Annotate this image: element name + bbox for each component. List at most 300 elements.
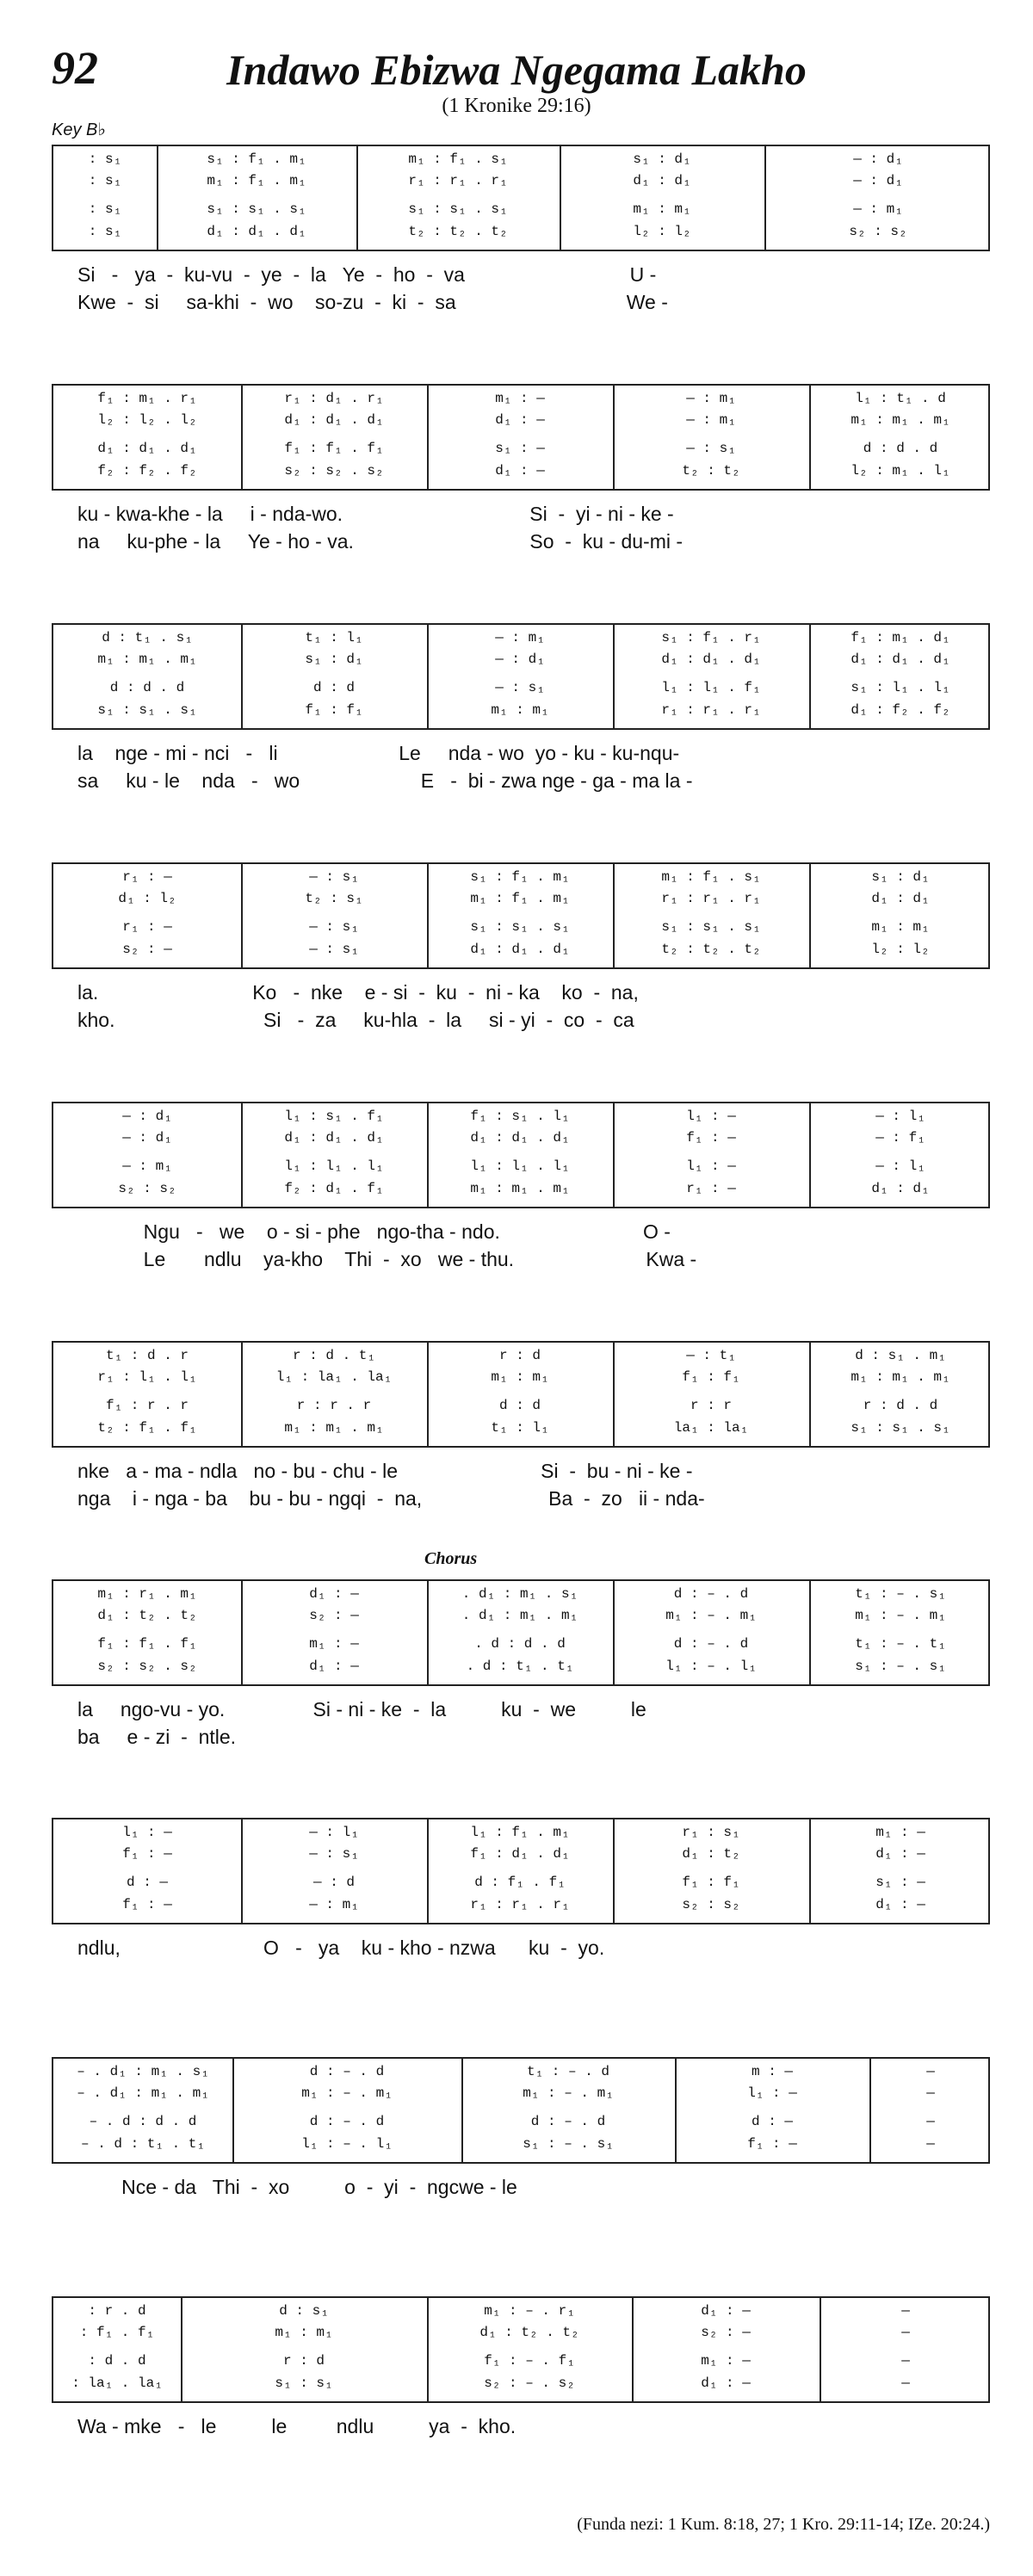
measure	[53, 864, 241, 967]
solfa-staff	[52, 145, 990, 251]
voice-line-tenor: m₁ : m₁	[871, 919, 930, 935]
measure	[809, 864, 992, 967]
lyric-line-2: na ku-phe - la Ye - ho - va. So - ku - du-mi -	[77, 530, 684, 553]
lyric-line-2: ba e - zi - ntle.	[77, 1726, 237, 1748]
voice-line-bass: s₁ : – . s₁	[523, 2136, 614, 2152]
lyric-line-1: Si - ya - ku-vu - ye - la Ye - ho - va U -	[77, 263, 657, 286]
lyric-line-1: ndlu, O - ya ku - kho - nzwa ku - yo.	[77, 1937, 605, 1959]
measure	[157, 146, 356, 250]
measure	[809, 1343, 992, 1446]
voice-line-soprano: d : – . d	[309, 2064, 385, 2079]
lyric-line-1: Ngu - we o - si - phe ngo-tha - ndo. O -	[77, 1220, 671, 1243]
voice-line-soprano: s₁ : f₁ . m₁	[207, 151, 306, 167]
voice-line-tenor: — : l₁	[875, 1158, 925, 1174]
voice-line-bass: l₁ : – . l₁	[301, 2136, 393, 2152]
voice-line-tenor: f₁ : f₁	[682, 1875, 740, 1890]
voice-line-alto: . d₁ : m₁ . m₁	[461, 1608, 578, 1623]
measure	[427, 1343, 613, 1446]
voice-line-soprano: f₁ : m₁ . r₁	[97, 391, 197, 406]
voice-line-tenor: d : – . d	[309, 2114, 385, 2129]
voice-line-bass: s₁ : s₁	[275, 2375, 333, 2391]
voice-line-bass: m₁ : m₁ . m₁	[470, 1181, 570, 1196]
voice-line-tenor: l₁ : —	[686, 1158, 736, 1174]
measure	[53, 1581, 241, 1684]
voice-line-tenor: r : r	[690, 1398, 732, 1413]
voice-line-tenor: d : d . d	[863, 441, 938, 456]
voice-line-bass: f₂ : d₁ . f₁	[284, 1181, 384, 1196]
lyric-line-1: la nge - mi - nci - li Le nda - wo yo - ku - ku-nqu-	[77, 742, 680, 764]
voice-line-tenor: : s₁	[88, 201, 122, 217]
measure	[241, 1343, 427, 1446]
voice-line-tenor: d : —	[751, 2114, 793, 2129]
voice-line-bass: d₁ : d₁ . d₁	[207, 224, 306, 239]
voice-line-soprano: s₁ : d₁	[871, 869, 930, 885]
voice-line-soprano: — : m₁	[686, 391, 736, 406]
measure	[461, 2059, 675, 2162]
solfa-staff	[52, 1341, 990, 1448]
voice-line-alto: : f₁ . f₁	[79, 2325, 155, 2340]
voice-line-bass: t₂ : f₁ . f₁	[97, 1420, 197, 1436]
voice-line-tenor: f₁ : f₁ . f₁	[284, 441, 384, 456]
lyrics	[52, 730, 990, 800]
voice-line-bass: s₂ : s₂ . s₂	[97, 1659, 197, 1674]
voice-line-soprano: d₁ : —	[309, 1586, 359, 1602]
voice-line-tenor: s₁ : s₁ . s₁	[661, 919, 761, 935]
voice-line-tenor: m₁ : —	[309, 1636, 359, 1652]
key-signature: Key B♭	[52, 120, 106, 139]
measure	[356, 146, 560, 250]
measure	[560, 146, 764, 250]
voice-line-alto: d₁ : d₁ . d₁	[284, 412, 384, 428]
voice-line-soprano: r₁ : d₁ . r₁	[284, 391, 384, 406]
voice-line-bass: t₂ : t₂ . t₂	[408, 224, 508, 239]
voice-line-bass: t₂ : t₂	[682, 463, 740, 479]
measure	[427, 2298, 632, 2401]
voice-line-bass: l₂ : l₂	[633, 224, 691, 239]
system-1	[52, 145, 990, 322]
voice-line-alto: — : m₁	[686, 412, 736, 428]
voice-line-bass: m₁ : m₁ . m₁	[284, 1420, 384, 1436]
voice-line-alto: d₁ : d₁ . d₁	[851, 652, 950, 667]
voice-line-soprano: m₁ : —	[495, 391, 545, 406]
system-3	[52, 623, 990, 800]
measure	[53, 1343, 241, 1446]
system-8	[52, 1818, 990, 1995]
voice-line-tenor: t₁ : – . t₁	[855, 1636, 946, 1652]
voice-line-soprano: l₁ : s₁ . f₁	[284, 1109, 384, 1124]
voice-line-bass: s₂ : —	[122, 942, 172, 957]
voice-line-soprano: — : d₁	[853, 151, 903, 167]
voice-line-bass: f₂ : f₂ . f₂	[97, 463, 197, 479]
voice-line-alto: d₁ : d₁	[871, 891, 930, 906]
voice-line-tenor: r : d	[282, 2353, 325, 2369]
measure	[232, 2059, 461, 2162]
voice-line-bass: s₂ : s₂	[118, 1181, 176, 1196]
voice-line-tenor: d : f₁ . f₁	[474, 1875, 566, 1890]
lyric-line-2: kho. Si - za ku-hla - la si - yi - co - ca	[77, 1009, 634, 1031]
lyric-line-1: la. Ko - nke e - si - ku - ni - ka ko - na,	[77, 981, 639, 1004]
voice-line-soprano: m₁ : r₁ . m₁	[97, 1586, 197, 1602]
voice-line-bass: – . d : t₁ . t₁	[80, 2136, 206, 2152]
voice-line-bass: — : s₁	[309, 942, 359, 957]
voice-line-bass: d₁ : f₂ . f₂	[851, 702, 950, 718]
voice-line-alto: d₁ : t₂ . t₂	[97, 1608, 197, 1623]
voice-line-soprano: . d₁ : m₁ . s₁	[461, 1586, 578, 1602]
voice-line-bass: f₁ : —	[122, 1897, 172, 1912]
voice-line-bass: : la₁ . la₁	[71, 2375, 163, 2391]
voice-line-tenor: — : s₁	[686, 441, 736, 456]
lyrics	[52, 2403, 990, 2474]
voice-line-tenor: d : —	[126, 1875, 168, 1890]
measure	[613, 1581, 809, 1684]
voice-line-soprano: r : d	[498, 1348, 541, 1363]
voice-line-tenor: d : – . d	[530, 2114, 606, 2129]
system-9	[52, 2057, 990, 2234]
voice-line-alto: – . d₁ : m₁ . m₁	[77, 2085, 209, 2101]
lyric-line-2: sa ku - le nda - wo E - bi - zwa nge - ga - ma la -	[77, 769, 693, 792]
voice-line-tenor: r : r . r	[296, 1398, 372, 1413]
voice-line-alto: r₁ : l₁ . l₁	[97, 1369, 197, 1385]
voice-line-alto: —	[901, 2325, 910, 2340]
measure	[613, 386, 809, 489]
voice-line-alto: m₁ : m₁	[491, 1369, 549, 1385]
voice-line-soprano: l₁ : —	[686, 1109, 736, 1124]
voice-line-tenor: – . d : d . d	[89, 2114, 197, 2129]
voice-line-alto: — : d₁	[853, 173, 903, 188]
measure	[613, 1819, 809, 1923]
measure	[53, 146, 157, 250]
voice-line-alto: f₁ : d₁ . d₁	[470, 1846, 570, 1862]
chorus-label: Chorus	[424, 1549, 478, 1568]
system-10	[52, 2296, 990, 2474]
lyric-line-1: Wa - mke - le le ndlu ya - kho.	[77, 2415, 516, 2437]
voice-line-alto: r₁ : r₁ . r₁	[408, 173, 508, 188]
voice-line-tenor: f₁ : f₁ . f₁	[97, 1636, 197, 1652]
system-5	[52, 1102, 990, 1279]
voice-line-bass: s₂ : – . s₂	[484, 2375, 575, 2391]
measure	[53, 2059, 232, 2162]
voice-line-soprano: m : —	[751, 2064, 793, 2079]
voice-line-alto: — : d₁	[495, 652, 545, 667]
voice-line-soprano: t₁ : – . s₁	[855, 1586, 946, 1602]
voice-line-alto: : s₁	[88, 173, 122, 188]
voice-line-tenor: f₁ : – . f₁	[484, 2353, 575, 2369]
voice-line-bass: . d : t₁ . t₁	[466, 1659, 574, 1674]
voice-line-alto: d₁ : l₂	[118, 891, 176, 906]
measure	[613, 864, 809, 967]
voice-line-tenor: — : d	[312, 1875, 355, 1890]
measure	[241, 1581, 427, 1684]
voice-line-tenor: m₁ : m₁	[633, 201, 691, 217]
voice-line-alto: m₁ : f₁ . m₁	[470, 891, 570, 906]
voice-line-bass: d₁ : —	[875, 1897, 925, 1912]
lyrics	[52, 1208, 990, 1279]
system-4	[52, 862, 990, 1040]
voice-line-tenor: : d . d	[88, 2353, 146, 2369]
voice-line-alto: f₁ : —	[122, 1846, 172, 1862]
voice-line-soprano: m₁ : f₁ . s₁	[661, 869, 761, 885]
solfa-staff	[52, 1579, 990, 1686]
voice-line-soprano: m₁ : —	[875, 1825, 925, 1840]
measure	[427, 864, 613, 967]
voice-line-soprano: : r . d	[88, 2303, 146, 2319]
voice-line-soprano: t₁ : – . d	[526, 2064, 609, 2079]
voice-line-tenor: d : d	[312, 680, 355, 695]
measure	[613, 1103, 809, 1207]
measure	[632, 2298, 820, 2401]
voice-line-soprano: r₁ : s₁	[682, 1825, 740, 1840]
voice-line-alto: f₁ : f₁	[682, 1369, 740, 1385]
voice-line-alto: l₁ : la₁ . la₁	[275, 1369, 393, 1385]
voice-line-alto: d₁ : d₁	[633, 173, 691, 188]
voice-line-soprano: r₁ : —	[122, 869, 172, 885]
voice-line-soprano: — : s₁	[309, 869, 359, 885]
voice-line-soprano: — : l₁	[309, 1825, 359, 1840]
voice-line-soprano: s₁ : f₁ . r₁	[661, 630, 761, 646]
measure	[613, 625, 809, 728]
voice-line-tenor: r₁ : —	[122, 919, 172, 935]
voice-line-soprano: — : t₁	[686, 1348, 736, 1363]
voice-line-alto: d₁ : d₁ . d₁	[284, 1130, 384, 1146]
voice-line-bass: l₂ : l₂	[871, 942, 930, 957]
voice-line-bass: d₁ : —	[495, 463, 545, 479]
voice-line-soprano: l₁ : —	[122, 1825, 172, 1840]
lyrics	[52, 1686, 990, 1757]
voice-line-alto: d₁ : t₂ . t₂	[479, 2325, 579, 2340]
voice-line-soprano: : s₁	[88, 151, 122, 167]
voice-line-soprano: d₁ : —	[701, 2303, 751, 2319]
voice-line-soprano: — : m₁	[495, 630, 545, 646]
voice-line-alto: s₂ : —	[701, 2325, 751, 2340]
measure	[809, 1819, 992, 1923]
voice-line-alto: — : d₁	[122, 1130, 172, 1146]
voice-line-bass: — : m₁	[309, 1897, 359, 1912]
measure	[427, 1103, 613, 1207]
measure	[809, 1581, 992, 1684]
measure	[809, 386, 992, 489]
voice-line-alto: r₁ : r₁ . r₁	[661, 891, 761, 906]
voice-line-tenor: s₁ : —	[875, 1875, 925, 1890]
voice-line-tenor: — : m₁	[122, 1158, 172, 1174]
voice-line-bass: d₁ : —	[701, 2375, 751, 2391]
voice-line-soprano: f₁ : s₁ . l₁	[470, 1109, 570, 1124]
voice-line-soprano: f₁ : m₁ . d₁	[851, 630, 950, 646]
voice-line-soprano: r : d . t₁	[292, 1348, 375, 1363]
voice-line-bass: s₂ : s₂	[682, 1897, 740, 1912]
voice-line-bass: l₂ : m₁ . l₁	[851, 463, 950, 479]
voice-line-tenor: s₁ : s₁ . s₁	[470, 919, 570, 935]
measure	[181, 2298, 427, 2401]
measure	[809, 625, 992, 728]
voice-line-bass: s₁ : – . s₁	[855, 1659, 946, 1674]
voice-line-alto: d₁ : d₁ . d₁	[470, 1130, 570, 1146]
system-7	[52, 1579, 990, 1757]
voice-line-soprano: —	[901, 2303, 910, 2319]
reference-footer: (Funda nezi: 1 Kum. 8:18, 27; 1 Kro. 29:11-14; IZe. 20:24.)	[577, 2515, 990, 2534]
voice-line-alto: l₁ : —	[747, 2085, 797, 2101]
measure	[764, 146, 992, 250]
voice-line-tenor: s₁ : s₁ . s₁	[207, 201, 306, 217]
song-title: Indawo Ebizwa Ngegama Lakho	[226, 46, 807, 94]
measure	[820, 2298, 992, 2401]
lyric-line-1: ku - kwa-khe - la i - nda-wo. Si - yi - ni - ke -	[77, 503, 674, 525]
measure	[427, 1581, 613, 1684]
voice-line-alto: d₁ : d₁ . d₁	[661, 652, 761, 667]
voice-line-bass: t₂ : t₂ . t₂	[661, 942, 761, 957]
solfa-staff	[52, 2057, 990, 2164]
voice-line-soprano: s₁ : f₁ . m₁	[470, 869, 570, 885]
voice-line-tenor: — : m₁	[853, 201, 903, 217]
voice-line-bass: —	[926, 2136, 935, 2152]
voice-line-tenor: s₁ : s₁ . s₁	[408, 201, 508, 217]
voice-line-alto: m₁ : m₁ . m₁	[851, 1369, 950, 1385]
voice-line-soprano: — : d₁	[122, 1109, 172, 1124]
solfa-staff	[52, 1102, 990, 1208]
measure	[613, 1343, 809, 1446]
voice-line-bass: f₁ : —	[747, 2136, 797, 2152]
voice-line-tenor: s₁ : —	[495, 441, 545, 456]
voice-line-bass: s₂ : s₂	[849, 224, 907, 239]
voice-line-tenor: d : d	[498, 1398, 541, 1413]
voice-line-alto: s₂ : —	[309, 1608, 359, 1623]
voice-line-tenor: l₁ : l₁ . l₁	[284, 1158, 384, 1174]
solfa-staff	[52, 862, 990, 969]
measure	[241, 386, 427, 489]
voice-line-alto: m₁ : f₁ . m₁	[207, 173, 306, 188]
voice-line-alto: t₂ : s₁	[305, 891, 363, 906]
solfa-staff	[52, 2296, 990, 2403]
measure	[241, 625, 427, 728]
voice-line-bass: t₁ : l₁	[491, 1420, 549, 1436]
scripture-subtitle: (1 Kronike 29:16)	[442, 95, 591, 117]
voice-line-alto: m₁ : – . m₁	[301, 2085, 393, 2101]
voice-line-alto: d₁ : t₂	[682, 1846, 740, 1862]
voice-line-alto: d₁ : —	[495, 412, 545, 428]
lyrics	[52, 251, 990, 322]
voice-line-bass: r₁ : r₁ . r₁	[470, 1897, 570, 1912]
lyrics	[52, 969, 990, 1040]
voice-line-tenor: — : s₁	[309, 919, 359, 935]
lyric-line-1: Nce - da Thi - xo o - yi - ngcwe - le	[77, 2176, 517, 2198]
measure	[241, 1819, 427, 1923]
measure	[53, 625, 241, 728]
lyric-line-1: nke a - ma - ndla no - bu - chu - le Si - bu - ni - ke -	[77, 1460, 693, 1482]
voice-line-bass: la₁ : la₁	[673, 1420, 749, 1436]
voice-line-tenor: s₁ : l₁ . l₁	[851, 680, 950, 695]
voice-line-tenor: d : d . d	[109, 680, 185, 695]
voice-line-tenor: l₁ : l₁ . l₁	[470, 1158, 570, 1174]
solfa-staff	[52, 623, 990, 730]
voice-line-alto: m₁ : m₁ . m₁	[851, 412, 950, 428]
voice-line-tenor: d₁ : d₁ . d₁	[97, 441, 197, 456]
measure	[869, 2059, 992, 2162]
system-6	[52, 1341, 990, 1518]
voice-line-soprano: —	[926, 2064, 935, 2079]
voice-line-soprano: m₁ : – . r₁	[484, 2303, 575, 2319]
measure	[241, 864, 427, 967]
voice-line-bass: d₁ : —	[309, 1659, 359, 1674]
lyric-line-2: nga i - nga - ba bu - bu - ngqi - na, Ba - zo ii - nda-	[77, 1487, 705, 1510]
voice-line-alto: f₁ : —	[686, 1130, 736, 1146]
voice-line-bass: r₁ : —	[686, 1181, 736, 1196]
voice-line-bass: f₁ : f₁	[305, 702, 363, 718]
lyrics	[52, 2164, 990, 2234]
voice-line-tenor: d : – . d	[673, 1636, 749, 1652]
measure	[809, 1103, 992, 1207]
solfa-staff	[52, 1818, 990, 1924]
voice-line-tenor: r : d . d	[863, 1398, 938, 1413]
lyrics	[52, 491, 990, 561]
measure	[241, 1103, 427, 1207]
voice-line-bass: s₁ : s₁ . s₁	[851, 1420, 950, 1436]
voice-line-tenor: — : s₁	[495, 680, 545, 695]
voice-line-alto: l₂ : l₂ . l₂	[97, 412, 197, 428]
voice-line-bass: m₁ : m₁	[491, 702, 549, 718]
song-number: 92	[52, 42, 98, 94]
voice-line-bass: d₁ : d₁	[871, 1181, 930, 1196]
measure	[53, 1819, 241, 1923]
voice-line-tenor: . d : d . d	[474, 1636, 566, 1652]
measure	[427, 386, 613, 489]
voice-line-bass: l₁ : – . l₁	[665, 1659, 757, 1674]
voice-line-bass: : s₁	[88, 224, 122, 239]
measure	[427, 1819, 613, 1923]
voice-line-soprano: s₁ : d₁	[633, 151, 691, 167]
voice-line-bass: s₁ : s₁ . s₁	[97, 702, 197, 718]
voice-line-soprano: m₁ : f₁ . s₁	[408, 151, 508, 167]
lyric-line-2: Le ndlu ya-kho Thi - xo we - thu. Kwa -	[77, 1248, 697, 1270]
voice-line-bass: r₁ : r₁ . r₁	[661, 702, 761, 718]
voice-line-bass: s₂ : s₂ . s₂	[284, 463, 384, 479]
measure	[675, 2059, 869, 2162]
voice-line-soprano: t₁ : l₁	[305, 630, 363, 646]
voice-line-soprano: l₁ : f₁ . m₁	[470, 1825, 570, 1840]
voice-line-alto: m₁ : m₁ . m₁	[97, 652, 197, 667]
voice-line-soprano: d : t₁ . s₁	[102, 630, 193, 646]
voice-line-soprano: – . d₁ : m₁ . s₁	[77, 2064, 209, 2079]
voice-line-soprano: — : l₁	[875, 1109, 925, 1124]
system-2	[52, 384, 990, 561]
voice-line-alto: m₁ : m₁	[275, 2325, 333, 2340]
voice-line-soprano: d : s₁	[279, 2303, 329, 2319]
voice-line-soprano: d : – . d	[673, 1586, 749, 1602]
voice-line-bass: —	[901, 2375, 910, 2391]
voice-line-tenor: f₁ : r . r	[105, 1398, 189, 1413]
voice-line-tenor: —	[926, 2114, 935, 2129]
voice-line-tenor: m₁ : —	[701, 2353, 751, 2369]
voice-line-alto: m₁ : – . m₁	[523, 2085, 614, 2101]
voice-line-tenor: —	[901, 2353, 910, 2369]
measure	[427, 625, 613, 728]
voice-line-alto: — : s₁	[309, 1846, 359, 1862]
lyric-line-1: la ngo-vu - yo. Si - ni - ke - la ku - we le	[77, 1698, 646, 1720]
voice-line-soprano: d : s₁ . m₁	[855, 1348, 946, 1363]
voice-line-bass: d₁ : d₁ . d₁	[470, 942, 570, 957]
measure	[53, 1103, 241, 1207]
solfa-staff	[52, 384, 990, 491]
voice-line-alto: m₁ : – . m₁	[855, 1608, 946, 1623]
voice-line-tenor: l₁ : l₁ . f₁	[661, 680, 761, 695]
lyrics	[52, 1924, 990, 1995]
voice-line-alto: m₁ : – . m₁	[665, 1608, 757, 1623]
voice-line-soprano: t₁ : d . r	[105, 1348, 189, 1363]
measure	[53, 2298, 181, 2401]
measure	[53, 386, 241, 489]
lyric-line-2: Kwe - si sa-khi - wo so-zu - ki - sa We -	[77, 291, 668, 313]
voice-line-alto: d₁ : —	[875, 1846, 925, 1862]
voice-line-alto: s₁ : d₁	[305, 652, 363, 667]
lyrics	[52, 1448, 990, 1518]
